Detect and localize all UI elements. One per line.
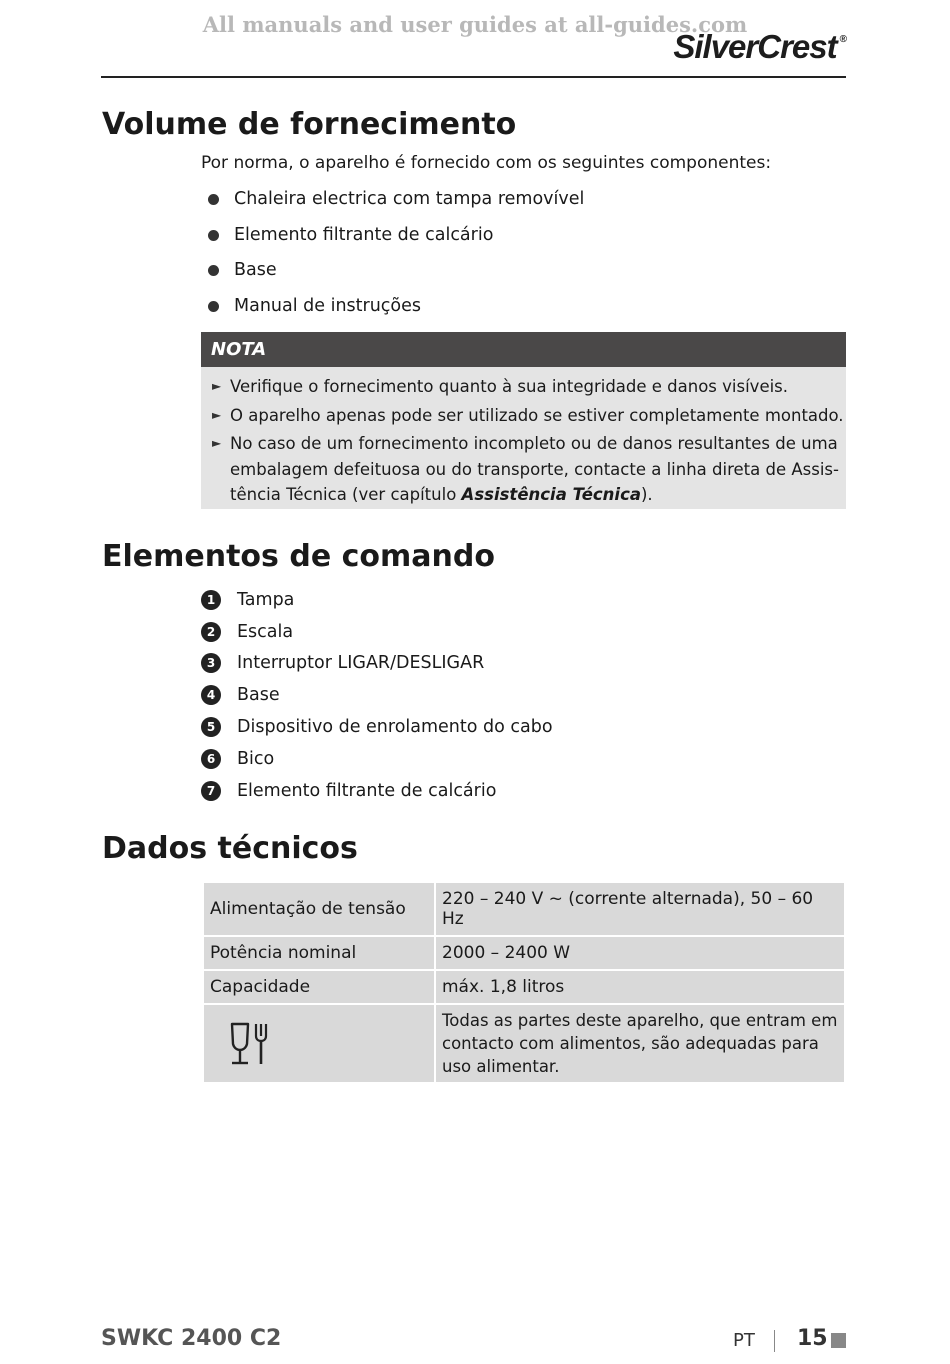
list-item-label: Escala <box>237 621 294 642</box>
number-badge: 2 <box>201 622 221 642</box>
list-item-label: Interruptor LIGAR/DESLIGAR <box>237 653 485 674</box>
list-item <box>201 743 553 775</box>
supply-intro: Por norma, o aparelho é fornecido com os seguintes componentes: <box>201 153 772 173</box>
note-item-text: Verifique o fornecimento quanto à sua integridade e danos visíveis. <box>230 377 789 396</box>
arrow-right-icon: ► <box>212 379 222 393</box>
number-badge: 7 <box>201 781 221 801</box>
brand-name: SilverCrest <box>673 28 837 65</box>
bullet-icon <box>208 194 219 205</box>
spec-key: Alimentação de tensão <box>203 882 435 936</box>
list-item <box>201 616 553 648</box>
list-item <box>205 257 584 293</box>
note-box <box>201 332 846 509</box>
number-badge: 6 <box>201 749 221 769</box>
arrow-right-icon: ► <box>212 436 222 450</box>
spec-value: 2000 – 2400 W <box>435 936 845 970</box>
table-row <box>203 970 845 1004</box>
list-item-label: Base <box>237 685 280 706</box>
list-item-label: Tampa <box>237 589 295 610</box>
note-item-text: O aparelho apenas pode ser utilizado se estiver completamente montado. <box>230 405 844 425</box>
list-item <box>201 648 553 680</box>
spec-key: Capacidade <box>203 970 435 1004</box>
list-item-label: Base <box>234 260 277 280</box>
note-chapter-reference: Assistência Técnica <box>461 485 641 504</box>
note-item <box>201 431 846 508</box>
list-item <box>201 711 553 743</box>
list-item <box>201 775 553 807</box>
food-safe-glass-fork-icon <box>220 1018 280 1070</box>
section-title-supply: Volume de fornecimento <box>102 107 517 142</box>
list-item <box>205 293 584 329</box>
note-item <box>201 403 846 429</box>
spec-key-icon-cell <box>203 1004 435 1083</box>
spec-key: Potência nominal <box>203 936 435 970</box>
controls-list <box>201 584 553 807</box>
bullet-icon <box>208 230 219 241</box>
brand-registered-mark: ® <box>839 34 846 45</box>
table-row <box>203 882 845 936</box>
table-row <box>203 1004 845 1083</box>
list-item <box>201 679 553 711</box>
specs-table <box>202 881 846 1084</box>
brand-logo <box>673 28 846 66</box>
watermark: All manuals and user guides at all-guides.com <box>202 12 748 37</box>
spec-value: Todas as partes deste aparelho, que entram em contacto com alimentos, são adequadas para uso alimentar. <box>435 1004 845 1083</box>
footer-separator <box>774 1330 775 1352</box>
bullet-icon <box>208 301 219 312</box>
bullet-icon <box>208 265 219 276</box>
list-item-label: Manual de instruções <box>234 295 422 316</box>
note-item-text: No caso de um fornecimento incompleto ou de danos resultantes de uma embalagem defeituosa ou do transporte, contacte a linha direta de Assis-tência Técnica (ver capítulo <box>230 434 839 504</box>
header-divider <box>101 76 846 78</box>
number-badge: 5 <box>201 717 221 737</box>
arrow-right-icon: ► <box>212 407 222 422</box>
list-item <box>201 584 553 616</box>
list-item-label: Dispositivo de enrolamento do cabo <box>237 717 553 738</box>
list-item <box>205 186 584 222</box>
square-marker-icon <box>831 1333 846 1348</box>
note-label: NOTA <box>201 332 846 367</box>
number-badge: 4 <box>201 685 221 705</box>
number-badge: 3 <box>201 653 221 673</box>
spec-value: máx. 1,8 litros <box>435 970 845 1004</box>
section-title-specs: Dados técnicos <box>102 831 358 866</box>
list-item-label: Elemento filtrante de calcário <box>234 224 494 245</box>
supply-list <box>205 186 584 328</box>
table-row <box>203 936 845 970</box>
list-item-label: Chaleira electrica com tampa removível <box>234 189 585 209</box>
list-item-label: Bico <box>237 748 275 769</box>
page-number: 15 <box>797 1326 828 1351</box>
list-item-label: Elemento filtrante de calcário <box>237 780 497 801</box>
footer-model: SWKC 2400 C2 <box>101 1326 282 1351</box>
number-badge: 1 <box>201 590 221 610</box>
note-item <box>201 374 846 400</box>
footer-language: PT <box>733 1330 755 1351</box>
list-item <box>205 222 584 258</box>
note-list <box>201 367 846 508</box>
spec-value: 220 – 240 V ~ (corrente alternada), 50 – 60 Hz <box>435 882 845 936</box>
section-title-controls: Elementos de comando <box>102 539 495 574</box>
note-item-text-end: ). <box>641 485 653 504</box>
